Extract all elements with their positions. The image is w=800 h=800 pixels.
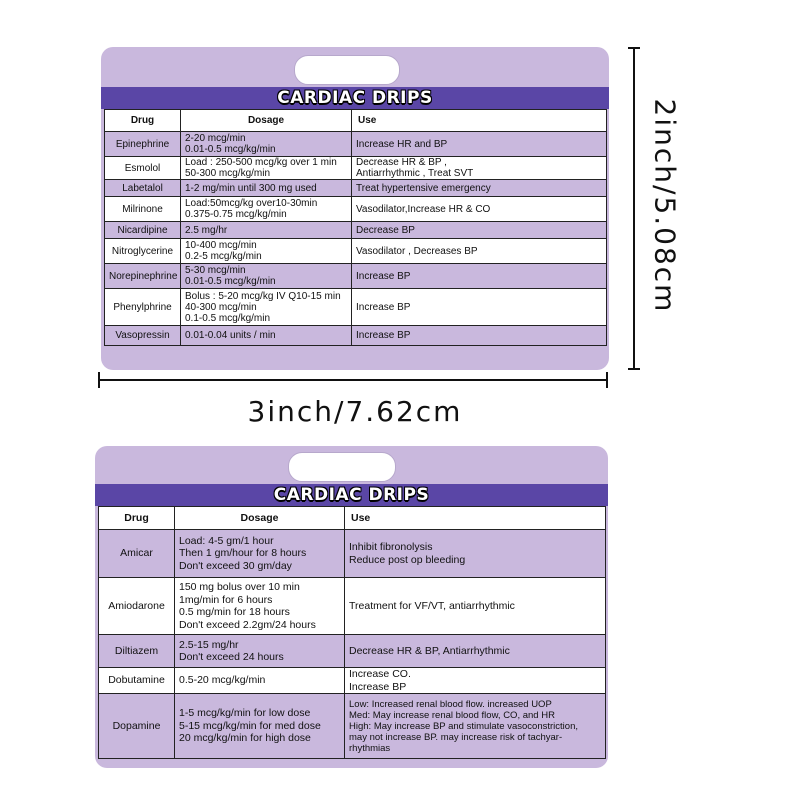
dosage-line: 0.1-0.5 mcg/kg/min bbox=[185, 312, 271, 324]
dosage-line: 20 mcg/kg/min for high dose bbox=[179, 732, 311, 745]
table-row bbox=[99, 635, 606, 668]
table-row bbox=[99, 530, 606, 578]
dosage-cell bbox=[181, 326, 352, 346]
dosage-line: 150 mg bolus over 10 min bbox=[179, 581, 300, 593]
dosage-line: Bolus : 5-20 mcg/kg IV Q10-15 min bbox=[185, 290, 341, 302]
drug-name-cell: Milrinone bbox=[105, 197, 181, 222]
use-line: Vasodilator , Decreases BP bbox=[356, 245, 478, 257]
table-row bbox=[105, 326, 607, 346]
cardiac-drips-card-1 bbox=[101, 47, 609, 370]
use-line: Med: May increase renal blood flow, CO, and HR bbox=[349, 709, 555, 721]
use-line: Increase CO. bbox=[349, 668, 411, 680]
use-line: Vasodilator,Increase HR & CO bbox=[356, 203, 491, 215]
drug-name-cell: Diltiazem bbox=[99, 635, 175, 668]
table-row bbox=[105, 289, 607, 326]
dosage-cell bbox=[175, 668, 345, 694]
use-cell bbox=[345, 530, 606, 578]
dosage-cell bbox=[175, 578, 345, 635]
drug-name-cell: Amiodarone bbox=[99, 578, 175, 635]
badge-slot-hole bbox=[288, 452, 396, 482]
dosage-cell bbox=[181, 222, 352, 239]
table-row bbox=[105, 222, 607, 239]
dosage-line: 2.5 mg/hr bbox=[185, 224, 228, 236]
table-row bbox=[105, 264, 607, 289]
use-line: Decrease HR & BP , bbox=[356, 157, 447, 168]
dosage-line: 40-300 mcg/min bbox=[185, 301, 257, 313]
table-row bbox=[105, 239, 607, 264]
dosage-line: 0.5-20 mcg/kg/min bbox=[179, 674, 266, 687]
use-cell bbox=[352, 326, 607, 346]
card-title: CARDIAC DRIPS bbox=[273, 485, 430, 505]
drug-name-cell: Dobutamine bbox=[99, 668, 175, 694]
use-line: Treatment for VF/VT, antiarrhythmic bbox=[349, 599, 515, 612]
dosage-line: Don't exceed 24 hours bbox=[179, 651, 284, 663]
table-row bbox=[105, 132, 607, 157]
drips-table bbox=[98, 506, 606, 759]
cardiac-drips-card-2 bbox=[95, 446, 608, 768]
dosage-cell bbox=[181, 197, 352, 222]
dosage-line: Don't exceed 30 gm/day bbox=[179, 559, 292, 572]
dosage-cell bbox=[181, 180, 352, 197]
table-header-row bbox=[99, 507, 606, 530]
use-line: Increase BP bbox=[356, 330, 411, 341]
dosage-line: 1-2 mg/min until 300 mg used bbox=[185, 182, 317, 194]
drug-name-cell: Dopamine bbox=[99, 694, 175, 759]
use-line: Antiarrhythmic , Treat SVT bbox=[356, 168, 474, 179]
use-line: rhythmias bbox=[349, 742, 391, 754]
use-line: Low: Increased renal blood flow. increased UOP bbox=[349, 698, 552, 710]
dosage-line: 2.5-15 mg/hr bbox=[179, 638, 239, 651]
use-cell bbox=[352, 239, 607, 264]
dosage-line: Don't exceed 2.2gm/24 hours bbox=[179, 618, 316, 631]
dosage-line: Load : 250-500 mcg/kg over 1 min bbox=[185, 157, 337, 168]
table-row bbox=[99, 694, 606, 759]
dosage-line: 1mg/min for 6 hours bbox=[179, 593, 273, 606]
use-line: Increase HR and BP bbox=[356, 138, 448, 150]
dosage-cell bbox=[181, 264, 352, 289]
use-line: Increase BP bbox=[356, 270, 411, 282]
title-banner bbox=[95, 484, 608, 506]
use-cell bbox=[352, 222, 607, 239]
dosage-cell bbox=[181, 132, 352, 157]
dosage-line: 5-15 mcg/kg/min for med dose bbox=[179, 719, 321, 732]
use-cell bbox=[345, 694, 606, 759]
badge-slot-hole bbox=[294, 55, 400, 85]
dosage-line: 1-5 mcg/kg/min for low dose bbox=[179, 707, 311, 720]
drug-name-cell: Epinephrine bbox=[105, 132, 181, 157]
use-cell bbox=[352, 264, 607, 289]
width-dimension-line bbox=[98, 372, 608, 388]
table-row bbox=[105, 197, 607, 222]
dosage-cell bbox=[175, 694, 345, 759]
header-drug: Drug bbox=[105, 110, 181, 132]
dosage-line: Load:50mcg/kg over10-30min bbox=[185, 198, 318, 209]
dosage-cell bbox=[181, 239, 352, 264]
use-line: Decrease BP bbox=[356, 224, 415, 236]
header-use: Use bbox=[352, 110, 607, 132]
dosage-line: 2-20 mcg/min bbox=[185, 133, 246, 144]
use-cell bbox=[352, 157, 607, 180]
header-drug: Drug bbox=[99, 507, 175, 530]
drug-name-cell: Labetalol bbox=[105, 180, 181, 197]
drug-name-cell: Esmolol bbox=[105, 157, 181, 180]
height-dimension-label-box bbox=[640, 78, 690, 333]
dosage-line: 0.01-0.04 units / min bbox=[185, 330, 276, 341]
use-cell bbox=[345, 668, 606, 694]
use-line: High: May increase BP and stimulate vasoconstriction, bbox=[349, 720, 578, 732]
drug-name-cell: Vasopressin bbox=[105, 326, 181, 346]
use-line: Decrease HR & BP, Antiarrhythmic bbox=[349, 644, 510, 657]
dosage-line: 0.5 mg/min for 18 hours bbox=[179, 606, 290, 618]
dosage-line: Load: 4-5 gm/1 hour bbox=[179, 534, 274, 547]
table-row bbox=[99, 578, 606, 635]
dosage-line: Then 1 gm/hour for 8 hours bbox=[179, 547, 307, 560]
header-use: Use bbox=[345, 507, 606, 530]
drug-name-cell: Nitroglycerine bbox=[105, 239, 181, 264]
use-cell bbox=[352, 132, 607, 157]
dosage-cell bbox=[175, 530, 345, 578]
header-dosage: Dosage bbox=[181, 110, 352, 132]
dosage-line: 5-30 mcg/min bbox=[185, 265, 246, 276]
header-dosage: Dosage bbox=[175, 507, 345, 530]
table-row bbox=[105, 180, 607, 197]
drips-table bbox=[104, 109, 607, 346]
use-cell bbox=[352, 197, 607, 222]
use-line: Treat hypertensive emergency bbox=[356, 182, 491, 194]
title-banner bbox=[101, 87, 609, 109]
drug-name-cell: Nicardipine bbox=[105, 222, 181, 239]
use-line: Increase BP bbox=[349, 680, 407, 693]
dosage-cell bbox=[181, 289, 352, 326]
dosage-line: 10-400 mcg/min bbox=[185, 240, 257, 251]
dosage-cell bbox=[181, 157, 352, 180]
use-cell bbox=[352, 180, 607, 197]
use-cell bbox=[352, 289, 607, 326]
drug-name-cell: Amicar bbox=[99, 530, 175, 578]
height-dimension-line bbox=[628, 47, 640, 370]
use-line: Reduce post op bleeding bbox=[349, 553, 466, 566]
width-dimension-label: 3inch/7.62cm bbox=[247, 395, 463, 428]
dosage-line: 0.375-0.75 mcg/kg/min bbox=[185, 209, 287, 220]
card-title: CARDIAC DRIPS bbox=[277, 88, 433, 108]
use-line: may not increase BP. may increase risk of tachyar- bbox=[349, 731, 563, 743]
use-cell bbox=[345, 578, 606, 635]
dosage-line: 0.01-0.5 mcg/kg/min bbox=[185, 144, 276, 155]
dosage-line: 50-300 mcg/kg/min bbox=[185, 168, 271, 179]
table-row bbox=[99, 668, 606, 694]
height-dimension-label: 2inch/5.08cm bbox=[648, 98, 682, 313]
use-line: Increase BP bbox=[356, 301, 411, 313]
dosage-line: 0.01-0.5 mcg/kg/min bbox=[185, 276, 276, 287]
dosage-cell bbox=[175, 635, 345, 668]
use-line: Inhibit fibronolysis bbox=[349, 541, 433, 553]
drug-name-cell: Norepinephrine bbox=[105, 264, 181, 289]
dosage-line: 0.2-5 mcg/kg/min bbox=[185, 251, 262, 262]
drug-name-cell: Phenylphrine bbox=[105, 289, 181, 326]
use-cell bbox=[345, 635, 606, 668]
table-header-row bbox=[105, 110, 607, 132]
table-row bbox=[105, 157, 607, 180]
